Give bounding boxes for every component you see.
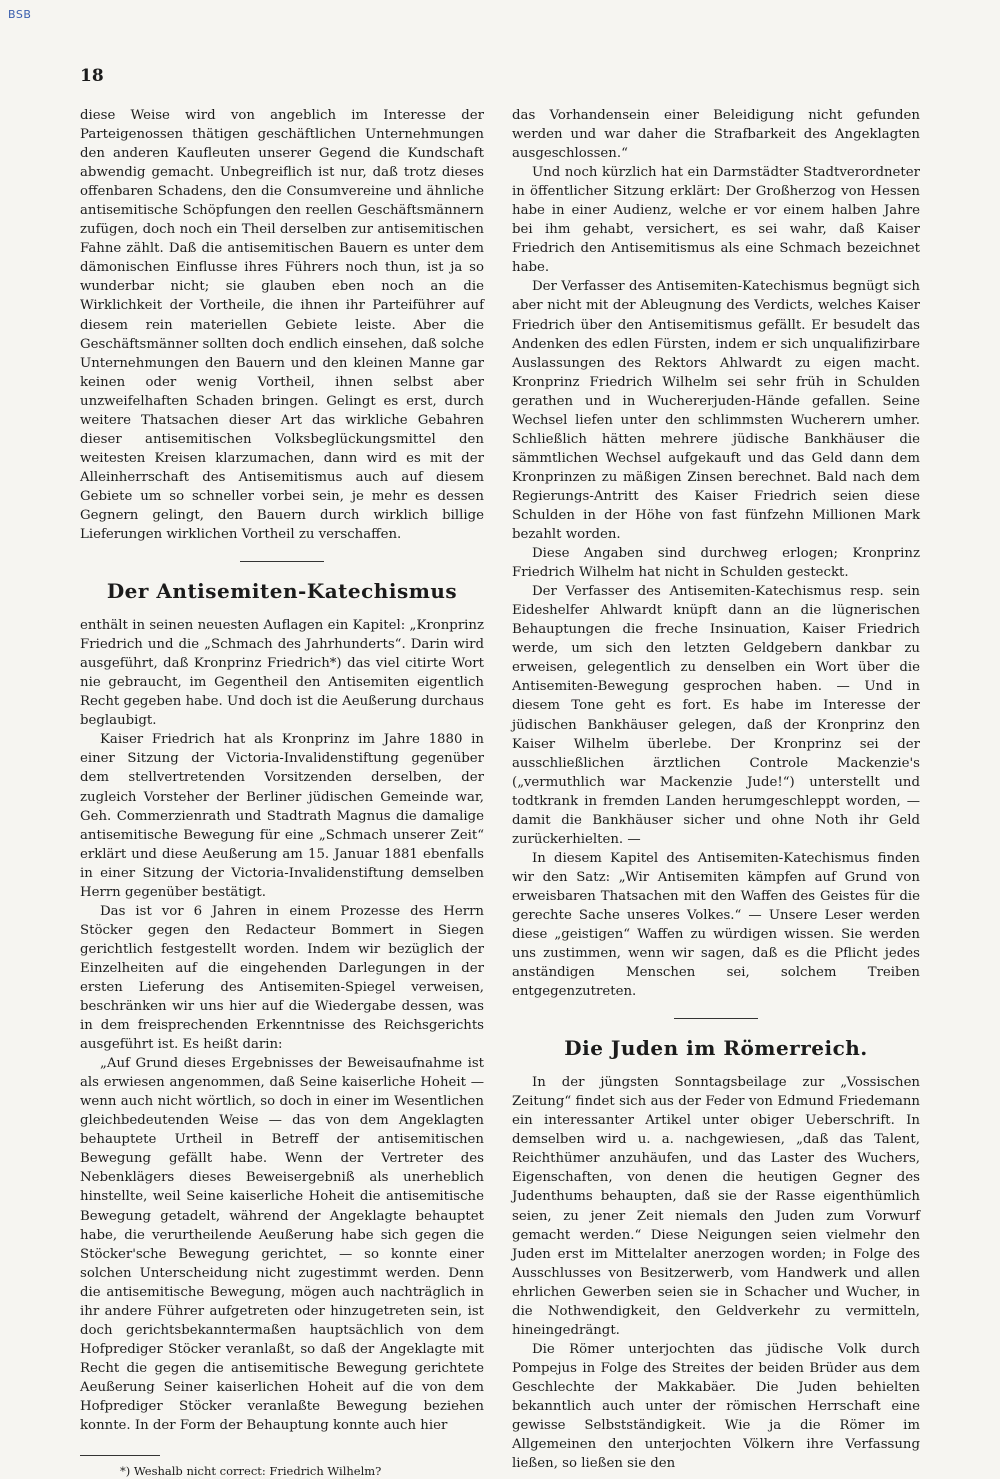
footnote-divider <box>80 1455 160 1456</box>
paragraph: Kaiser Friedrich hat als Kronprinz im Jahre 1880 in einer Sitzung der Victoria-Invalidenstiftung gegenüber dem stellvertretenden Vorsitzenden derselben, der zugleich Vorsteher der Berliner jüdischen Gemeinde war, Geh. Commerzienrath und Stadtrath Magnus die damalige antisemitische Bewegung für eine „Schmach unserer Zeit“ erklärt und diese Aeußerung am 15. Januar 1881 ebenfalls in einer Sitzung der Victoria-Invalidenstiftung demselben Herrn gegenüber bestätigt. <box>80 732 484 900</box>
quotation: „Auf Grund dieses Ergebnisses der Beweisaufnahme ist als erwiesen angenommen, daß Seine kaiserliche Hoheit — wenn auch nicht wörtlich, so doch in einer im Wesentlichen gleichbedeutenden Weise — das von dem Angeklagten behauptete Urtheil in Betreff der antisemitischen Bewegung gefällt habe. Wenn der Vertreter des Nebenklägers dieses Beweisergebniß als unerheblich hinstellte, weil Seine kaiserliche Hoheit die antisemitische Bewegung getadelt, während der Angeklagte behauptet habe, die verurtheilende Aeußerung habe sich gegen die Stöcker'sche Bewegung gerichtet, — so konnte einer solchen Unterscheidung nicht zugestimmt werden. Denn die antisemitische Bewegung, mögen auch nachträglich in ihr andere Führer aufgetreten oder hinzugetreten sein, ist doch gerichtsbekanntermaßen hauptsächlich von dem Hofprediger Stöcker veranlaßt, so daß der Angeklagte mit Recht die gegen die antisemitische Bewegung gerichtete Aeußerung Seiner kaiserlichen Hoheit auf die von dem Hofprediger Stöcker veranlaßte Bewegung beziehen konnte. In der Form der Behauptung konnte auch hier <box>80 1056 484 1434</box>
section-heading: Der Antisemiten-Katechismus <box>106 579 458 604</box>
paragraph: In diesem Kapitel des Antisemiten-Katechismus finden wir den Satz: „Wir Antisemiten kämpfen auf Grund von erweisbaren Thatsachen mit den Waffen des Geistes für die gerechte Sache unseres Volkes.“ — Unsere Leser werden diese „geistigen“ Waffen zu würdigen wissen. Sie werden uns zustimmen, wenn wir sagen, daß es die Pflicht jedes anständigen Menschen sei, solchem Treiben entgegenzutreten. <box>512 850 920 1000</box>
paragraph: enthält in seinen neuesten Auflagen ein Kapitel: „Kronprinz Friedrich und die „Schmach des Jahrhunderts“. Darin wird ausgeführt, daß Kronprinz Friedrich*) das viel citirte Wort nie gebraucht, im Gegentheil den Antisemiten eigentlich Recht gegeben habe. Und doch ist die Aeußerung durchaus beglaubigt. <box>80 618 484 729</box>
paragraph: Und noch kürzlich hat ein Darmstädter Stadtverordneter in öffentlicher Sitzung erklärt: Der Großherzog von Hessen habe in einer Audienz, welche er vor einem halben Jahre bei ihm gehabt, versichert, es sei wahr, daß Kaiser Friedrich den Antisemitismus als eine Schmach bezeichnet habe. <box>512 165 920 276</box>
footnote: *) Weshalb nicht correct: Friedrich Wilhelm? <box>120 1464 382 1479</box>
paragraph: Diese Angaben sind durchweg erlogen; Kronprinz Friedrich Wilhelm hat nicht in Schulden gesteckt. <box>512 546 920 581</box>
page-number: 18 <box>80 66 104 86</box>
paragraph: das Vorhandensein einer Beleidigung nicht gefunden werden und war daher die Strafbarkeit des Angeklagten ausgeschlossen.“ <box>512 108 920 162</box>
right-column <box>512 106 920 1473</box>
library-marker: BSB <box>8 8 32 21</box>
paragraph: Der Verfasser des Antisemiten-Katechismus resp. sein Eideshelfer Ahlwardt knüpft dann an die lügnerischen Behauptungen die freche Insinuation, Kaiser Friedrich werde, um sich den letzten Geldgebern dankbar zu erweisen, gelegentlich zu denselben ein Wort über die Antisemiten-Bewegung gesprochen haben. — Und in diesem Tone geht es fort. Es habe im Interesse der jüdischen Bankhäuser gelegen, daß der Kronprinz den Kaiser Wilhelm überlebe. Der Kronprinz sei der ausschließlichen ärztlichen Controle Mackenzie's („vermuthlich war Mackenzie Jude!“) unterstellt und todtkrank in fremden Landen herumgeschleppt worden, — damit die Bankhäuser sicher und ohne Noth ihr Geld zurückerhielten. — <box>512 584 920 847</box>
paragraph: diese Weise wird von angeblich im Interesse der Parteigenossen thätigen geschäftlichen Unternehmungen den anderen Kaufleuten unserer Gegend die Kundschaft abwendig gemacht. Unbegreiflich ist nur, daß trotz dieses offenbaren Schadens, den die Consumvereine und ähnliche antisemitische Schöpfungen den reellen Geschäftsmännern zufügen, doch noch ein Theil derselben zur antisemitischen Fahne zählt. Daß die antisemitischen Bauern es unter dem dämonischen Einflusse ihres Führers noch thun, ist ja so wunderbar nicht; sie glauben eben noch an die Wirklichkeit der Vortheile, die ihnen ihr Parteiführer auf diesem rein materiellen Gebiete leiste. Aber die Geschäftsmänner sollten doch endlich einsehen, daß solche Unternehmungen den Bauern und den kleinen Manne gar keinen oder wenig Vortheil, ihnen selbst aber unzweifelhaften Schaden bringen. Gelingt es erst, durch weitere Thatsachen dieser Art das wirkliche Gebahren dieser antisemitischen Volksbeglückungsmittel den weitesten Kreisen klarzumachen, dann wird es mit der Alleinherrschaft des Antisemitismus auch auf diesem Gebiete um so schneller vorbei sein, je mehr es dessen Gegnern gelingt, den Bauern durch wirklich billige Lieferungen wirklichen Vortheil zu verschaffen. <box>80 108 484 543</box>
paragraph: Das ist vor 6 Jahren in einem Prozesse des Herrn Stöcker gegen den Redacteur Bommert in Siegen gerichtlich festgestellt worden. Indem wir bezüglich der Einzelheiten auf die eingehenden Darlegungen in der ersten Lieferung des Antisemiten-Spiegel verweisen, beschränken wir uns hier auf die Wiedergabe dessen, was in dem freisprechenden Erkenntnisse des Reichsgerichts ausgeführt ist. Es heißt darin: <box>80 903 484 1053</box>
paragraph: In der jüngsten Sonntagsbeilage zur „Vossischen Zeitung“ findet sich aus der Feder von Edmund Friedemann ein interessanter Artikel unter obiger Ueberschrift. In demselben wird u. a. nachgewiesen, „daß das Talent, Reichthümer anzuhäufen, und das Laster des Wuchers, Eigenschaften, von denen die heutigen Gegner des Judenthums behaupten, daß sie der Rasse eigenthümlich seien, zu jener Zeit niemals den Juden zum Vorwurf gemacht werden.“ Diese Neigungen seien vielmehr den Juden erst im Mittelalter anerzogen worden; in Folge des Ausschlusses von Besitzerwerb, vom Handwerk und allen ehrlichen Gewerben seien sie in Schacher und Wucher, in die Nothwendigkeit, den Geldverkehr zu vermitteln, hineingedrängt. <box>512 1075 920 1338</box>
paragraph: Der Verfasser des Antisemiten-Katechismus begnügt sich aber nicht mit der Ableugnung des Verdicts, welches Kaiser Friedrich über den Antisemitismus gefällt. Er besudelt das Andenken des edlen Fürsten, indem er sich unqualifizirbare Auslassungen des Rektors Ahlwardt zu eigen macht. Kronprinz Friedrich Wilhelm sei sehr früh in Schulden gerathen und in Wuchererjuden-Hände gefallen. Seine Wechsel liefen unter den schlimmsten Wucherern umher. Schließlich hätten mehrere jüdische Bankhäuser die sämmtlichen Wechsel aufgekauft und das Geld dann dem Kronprinzen zu mäßigen Zinsen berechnet. Bald nach dem Regierungs-Antritt des Kaiser Friedrich seien diese Schulden in der Höhe von fast fünfzehn Millionen Mark bezahlt worden. <box>512 279 920 543</box>
section-heading: Die Juden im Römerreich. <box>564 1036 868 1061</box>
section-divider <box>674 1018 758 1019</box>
section-divider <box>240 561 324 562</box>
left-column <box>80 106 484 1479</box>
paragraph: Die Römer unterjochten das jüdische Volk durch Pompejus in Folge des Streites der beiden Brüder aus dem Geschlechte der Makkabäer. Die Juden behielten bekanntlich auch unter der römischen Herrschaft eine gewisse Selbstständigkeit. Wie ja die Römer im Allgemeinen den unterjochten Völkern ihre Verfassung ließen, so ließen sie den <box>512 1341 920 1472</box>
